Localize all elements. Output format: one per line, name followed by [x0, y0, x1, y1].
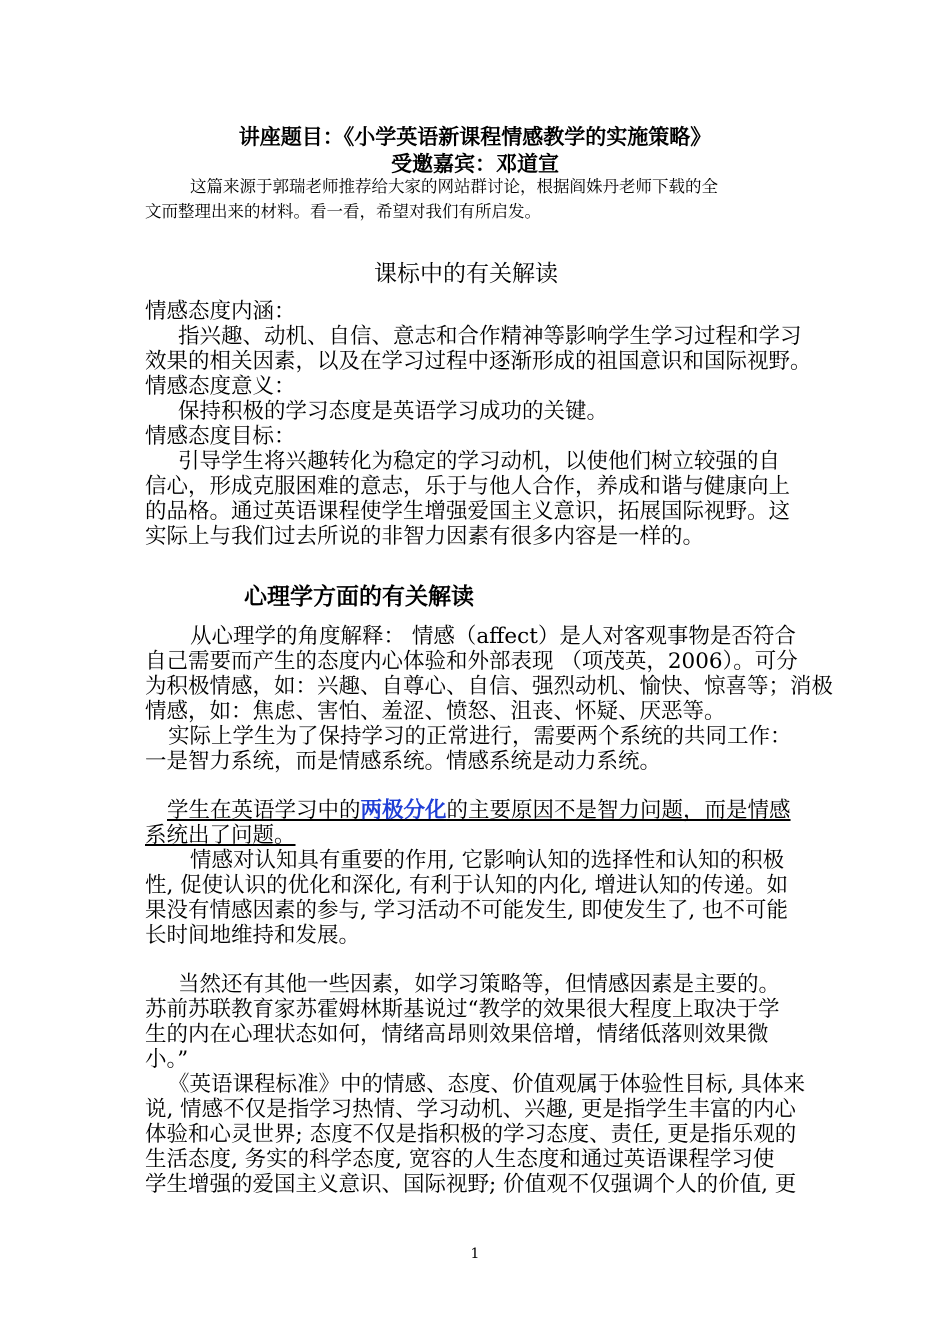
text-line: 情感态度目标： — [145, 424, 296, 449]
text-line: 保持积极的学习态度是英语学习成功的关键。 — [178, 399, 609, 424]
section-heading-psychology: 心理学方面的有关解读 — [244, 584, 474, 610]
intro-line: 这篇来源于郭瑞老师推荐给大家的网站群讨论，根据阎姝丹老师下载的全 — [190, 177, 718, 196]
text-line: 指兴趣、动机、自信、意志和合作精神等影响学生学习过程和学习 — [178, 324, 802, 349]
text-line: 情感对认知具有重要的作用, 它影响认知的选择性和认知的积极 — [190, 848, 785, 873]
lecture-title: 讲座题目：《小学英语新课程情感教学的实施策略》 — [238, 125, 712, 149]
text-line: 体验和心灵世界; 态度不仅是指积极的学习态度、责任, 更是指乐观的 — [145, 1122, 797, 1147]
guest-name: 受邀嘉宾：邓道宣 — [391, 152, 559, 176]
underlined-statement: 学生在英语学习中的两极分化的主要原因不是智力问题，而是情感 — [167, 798, 791, 823]
text-line: 自己需要而产生的态度内心体验和外部表现 （项茂英，2006）。可分 — [145, 649, 798, 674]
text-line: 说, 情感不仅是指学习热情、学习动机、兴趣, 更是指学生丰富的内心 — [145, 1097, 796, 1122]
text-line: 《英语课程标准》中的情感、态度、价值观属于体验性目标, 具体来 — [168, 1072, 806, 1097]
text-line: 为积极情感，如：兴趣、自尊心、自信、强烈动机、愉快、惊喜等；消极 — [145, 674, 834, 699]
text-line: 性, 促使认识的优化和深化, 有利于认知的内化, 增进认知的传递。如 — [145, 873, 789, 898]
text-line: 长时间地维持和发展。 — [145, 923, 361, 948]
text-line: 生的内在心理状态如何，情绪高昂则效果倍增，情绪低落则效果微 — [145, 1022, 769, 1047]
text-line: 引导学生将兴趣转化为稳定的学习动机，以使他们树立较强的自 — [178, 449, 781, 474]
text-line: 苏前苏联教育家苏霍姆林斯基说过“教学的效果很大程度上取决于学 — [145, 997, 780, 1022]
text-line: 情感态度意义： — [145, 374, 296, 399]
text-line: 效果的相关因素，以及在学习过程中逐渐形成的祖国意识和国际视野。 — [145, 349, 812, 374]
text-line: 当然还有其他一些因素，如学习策略等，但情感因素是主要的。 — [178, 972, 781, 997]
text-line: 果没有情感因素的参与, 学习活动不可能发生, 即使发生了, 也不可能 — [145, 898, 789, 923]
text-line: 实际上学生为了保持学习的正常进行，需要两个系统的共同工作： — [168, 724, 792, 749]
text-line: 小。” — [145, 1047, 189, 1072]
text-line: 情感态度内涵： — [145, 299, 296, 324]
text-line: 学生增强的爱国主义意识、国际视野; 价值观不仅强调个人的价值, 更 — [145, 1172, 797, 1197]
underlined-statement-cont: 系统出了问题。 — [145, 823, 296, 848]
text-line: 一是智力系统，而是情感系统。情感系统是动力系统。 — [145, 749, 662, 774]
polarization-link[interactable]: 两极分化 — [360, 798, 447, 823]
intro-line: 文而整理出来的材料。看一看，希望对我们有所启发。 — [145, 202, 541, 221]
text-line: 情感，如：焦虑、害怕、羞涩、愤怒、沮丧、怀疑、厌恶等。 — [145, 699, 726, 724]
page-number: 1 — [470, 1246, 480, 1262]
text-line: 从心理学的角度解释： 情感（affect）是人对客观事物是否符合 — [190, 624, 796, 649]
text-line: 的品格。通过英语课程使学生增强爱国主义意识，拓展国际视野。这 — [145, 499, 791, 524]
section-heading-curriculum: 课标中的有关解读 — [374, 261, 558, 287]
text-line: 信心，形成克服困难的意志，乐于与他人合作，养成和谐与健康向上 — [145, 474, 791, 499]
text-line: 生活态度, 务实的科学态度, 宽容的人生态度和通过英语课程学习使 — [145, 1147, 775, 1172]
text-line: 实际上与我们过去所说的非智力因素有很多内容是一样的。 — [145, 524, 705, 549]
